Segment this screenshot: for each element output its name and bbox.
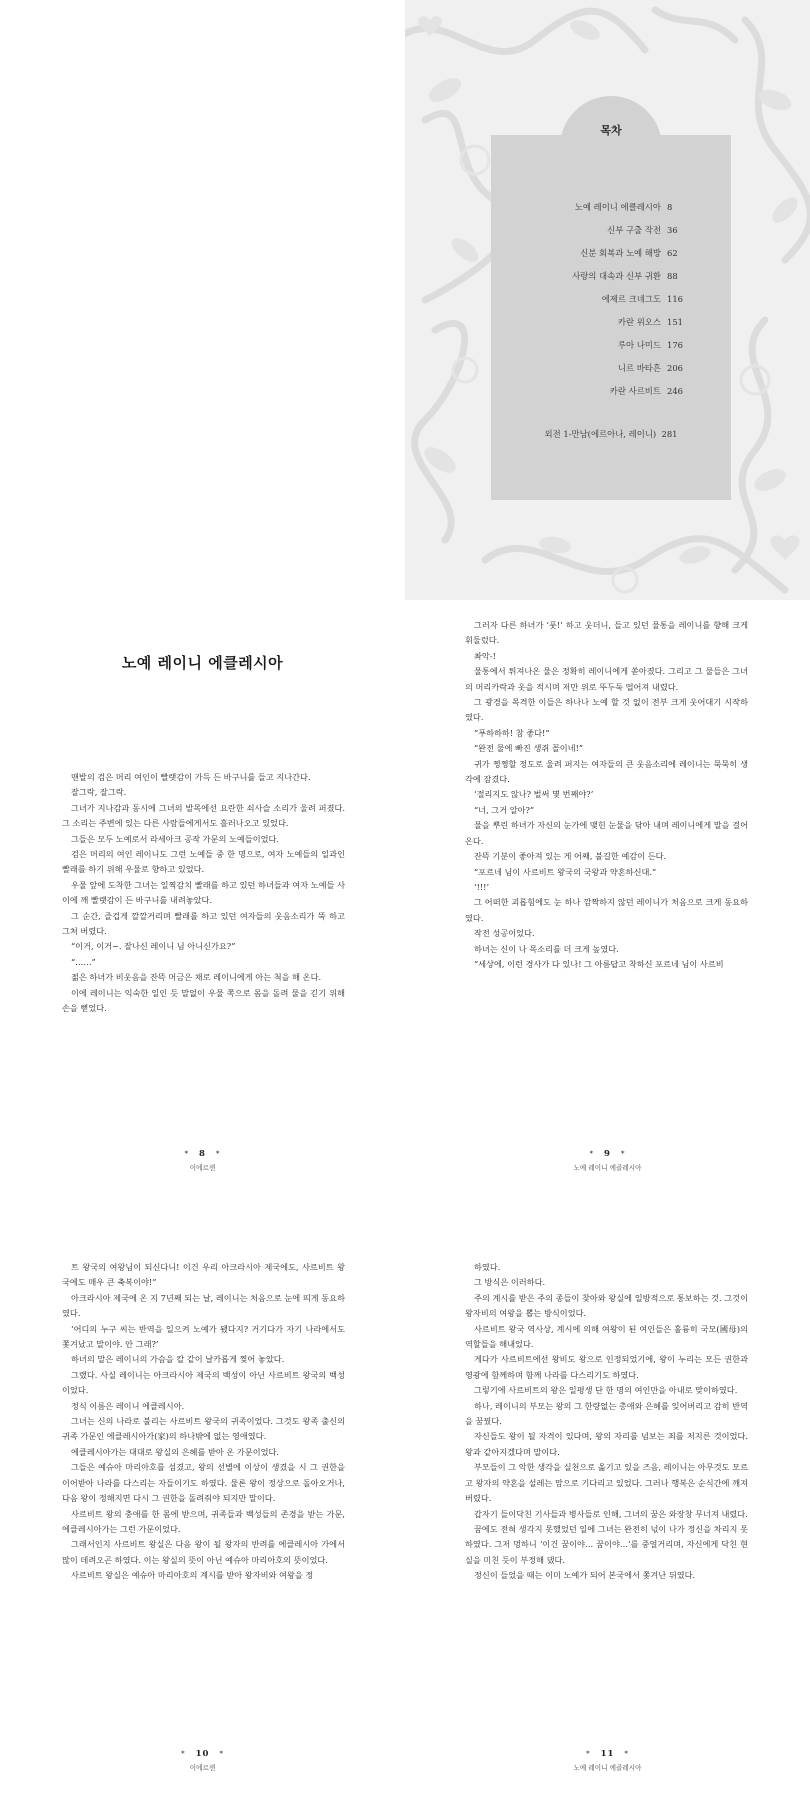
paragraph: 그러자 다른 하녀가 ‘풋!’ 하고 웃더니, 들고 있던 물통을 레이니를 향해 크게 휘둘렀다. — [465, 620, 748, 646]
paragraph: 하나, 레이니의 부모는 왕의 그 한량없는 총애와 은혜를 잊어버리고 감히 반역을 꿈꿨다. — [465, 1400, 748, 1427]
paragraph: 이에 레이니는 익숙한 일인 듯 말없이 우물 쪽으로 몸을 돌려 물을 긷기 위해 손을 뻗었다. — [62, 987, 345, 1014]
paragraph: 그녀는 신의 나라로 불리는 사르비트 왕국의 귀족이었다. 그것도 왕족 출신의 귀족 가문인 에클레시아가(家)의 하나밖에 없는 영애였다. — [62, 1416, 345, 1442]
page-body — [62, 1260, 345, 1584]
paragraph: 잘그락, 잘그락. — [71, 787, 127, 798]
paragraph: 작전 성공이었다. — [474, 928, 535, 939]
paragraph: ‘어디의 누구 씨는 반역을 일으켜 노예가 됐다지? 거기다가 자기 나라에서도 쫓겨났고 말이야. 안 그래?’ — [62, 1323, 345, 1350]
paragraph: 물을 뿌린 하녀가 자신의 눈가에 맺힌 눈물을 닦아 내며 레이니에게 말을 걸어온다. — [465, 820, 748, 846]
book-page-10 — [0, 1200, 405, 1800]
paragraph: 자신들도 왕이 될 자격이 있다며, 왕의 자리를 넘보는 죄를 저지른 것이었다. 왕과 같아지겠다며 말이다. — [465, 1431, 748, 1457]
paragraph: 물통에서 튀져나온 물은 정확히 레이니에게 쏟아졌다. 그리고 그 물들은 그녀의 머리카락과 옷을 적시며 저만 위로 뚜두둑 떨어져 내렸다. — [465, 666, 748, 692]
running-title: 노예 레이니 에클레시아 — [573, 1164, 642, 1172]
toc-item[interactable]: 카란 사르비트 246 — [609, 386, 683, 396]
paragraph: 잔뜩 기분이 좋아져 있는 게 어째, 불길한 예감이 든다. — [474, 851, 667, 862]
page-body — [62, 770, 345, 1017]
paragraph: “……” — [71, 956, 96, 967]
paragraph: “포르네 님이 사르비트 왕국의 국왕과 약혼하신대.” — [474, 866, 657, 877]
paragraph: 촤악-! — [474, 650, 496, 661]
toc-extra-item[interactable]: 외전 1-만남(에르아나, 레이니) 281 — [544, 429, 678, 439]
paragraph: 그 방식은 이러하다. — [474, 1277, 546, 1288]
paragraph: 에클레시아가는 대대로 왕실의 은혜를 받아 온 가문이었다. — [71, 1446, 280, 1457]
paragraph: 게다가 사르비트에선 왕비도 왕으로 인정되었기에, 왕이 누리는 모든 권한과 영광에 함께하며 함께 나라를 다스리기도 하였다. — [465, 1354, 748, 1380]
toc-item[interactable]: 에제르 크네그도 116 — [601, 294, 683, 304]
toc-page — [405, 0, 810, 600]
paragraph: 그랬다. 사실 레이니는 아크라시아 제국의 백성이 아닌 사르비트 왕국의 백성이었다. — [62, 1369, 345, 1396]
paragraph: 사르비트 왕의 충애를 한 몸에 받으며, 귀족들과 백성들의 존경을 받는 가문, 에클레시아가는 그런 가문이었다. — [62, 1508, 345, 1534]
running-title: 노예 레이니 에클레시아 — [573, 1764, 642, 1772]
folio: * 8 * 이에르샌 — [0, 1149, 405, 1172]
paragraph: 그렇기에 사르비트의 왕은 일평생 단 한 명의 여인만을 아내로 맞이하였다. — [474, 1385, 738, 1396]
paragraph: 사르비트 왕국 역사상, 계시에 의해 여왕이 된 여인들은 훌륭히 국모(國母)의 역할들을 해내었다. — [465, 1323, 748, 1350]
toc-item[interactable]: 카란 위오스 151 — [617, 317, 683, 327]
paragraph: ‘!!!’ — [474, 881, 490, 892]
paragraph: “완전 물에 빠진 생쥐 꼴이네!” — [474, 743, 584, 754]
paragraph: 그 광경을 목격한 이들은 하나나 노예 할 것 없이 전부 크게 웃어대기 시작하였다. — [465, 697, 748, 723]
running-title: 이에르샌 — [189, 1164, 216, 1172]
paragraph: 트 왕국의 여왕님이 되신다니! 이건 우리 아크라시아 제국에도, 사르비트 왕국에도 매우 큰 축복이야!” — [62, 1262, 345, 1288]
page-number: 10 — [195, 1749, 210, 1759]
toc-item[interactable]: 루아 나미드 176 — [617, 340, 683, 350]
folio: * 10 * 이에르샌 — [0, 1749, 405, 1772]
paragraph: 그녀가 지나감과 동시에 그녀의 발목에선 요란한 쇠사슬 소리가 울려 퍼졌다. 그 소리는 주변에 있는 다른 사람들에게서도 흘러나오고 있었다. — [62, 802, 345, 829]
paragraph: 그들은 모두 노예로서 라세아크 공작 가문의 노예들이었다. — [71, 833, 280, 844]
book-page-9 — [405, 600, 810, 1200]
paragraph: 부모들이 그 악한 생각을 실천으로 옮기고 있을 즈음, 레이니는 아무것도 모르고 왕자의 약혼을 설레는 맘으로 기다리고 있었다. 그러나 행복은 순식간에 깨져 버렸다. — [465, 1462, 748, 1504]
paragraph: 맨발의 검은 머리 여인이 빨랫감이 가득 든 바구니를 들고 지나간다. — [71, 772, 311, 782]
paragraph: “이거, 이거~. 잘나신 레이니 님 아니신가요?” — [71, 941, 236, 952]
paragraph: 정신이 들었을 때는 이미 노예가 되어 본국에서 쫓겨난 뒤였다. — [474, 1570, 696, 1581]
paragraph: 그 어떠한 괴롭힘에도 눈 하나 깜짝하지 않던 레이니가 처음으로 크게 동요하였다. — [465, 897, 748, 923]
toc-item[interactable]: 노예 레이니 에클레시아 8 — [574, 202, 673, 212]
paragraph: 그들은 예슈아 마리아호를 섬겼고, 왕의 선별에 이상이 생겼을 시 그 권한을 이어받아 나라를 다스리는 자들이기도 하였다. 물론 왕이 정상으로 돌아오거나, 다음 왕이 정해지면 다시 그 권한을 돌려줘야 되지만 말이다. — [62, 1462, 345, 1504]
paragraph: 그래서인지 사르비트 왕실은 다음 왕이 될 왕자의 반려를 에클레시아 가에서 많이 데려오곤 하였다. 이는 왕실의 뜻이 아닌 예슈아 마리아호의 뜻이었다. — [62, 1539, 345, 1565]
running-title: 이에르샌 — [189, 1764, 216, 1772]
paragraph: “푸하하하! 참 좋다!” — [474, 727, 550, 738]
toc-item[interactable]: 신부 구출 작전 36 — [607, 225, 678, 235]
paragraph: “너, 그거 알아?” — [474, 804, 535, 815]
paragraph: ‘절리지도 않나? 벌써 몇 번째야?’ — [474, 789, 594, 800]
folio: * 9 * 노예 레이니 에클레시아 — [405, 1149, 810, 1172]
paragraph: 하녀의 말은 레이니의 가슴을 칼 같이 날카롭게 찢어 놓았다. — [71, 1354, 285, 1365]
paragraph: 주의 계시를 받은 주의 종들이 찾아와 왕실에 일방적으로 통보하는 것. 그것이 왕자비의 여왕을 뽑는 방식이었다. — [465, 1292, 748, 1319]
paragraph: 하였다. — [474, 1262, 501, 1272]
paragraph: 갑자기 들이닥친 기사들과 병사들로 인해, 그녀의 꿈은 와장창 무너져 내렸다. — [474, 1508, 748, 1519]
book-page-8 — [0, 600, 405, 1200]
page-number: 8 — [199, 1149, 206, 1159]
paragraph: 정식 이름은 레이니 에클레시아. — [71, 1400, 185, 1411]
toc-list — [491, 196, 731, 403]
paragraph: 꿈에도 전혀 생각지 못했었던 일에 그녀는 완전히 넋이 나가 정신을 차리지 못하였다. 그저 멍하니 ‘이건 꿈이야… 꿈이야…’를 중얼거리며, 자신에게 닥친 현실을 미친 듯이 부정해 댔다. — [465, 1523, 748, 1565]
paragraph: 검은 머리의 여인 레이니도 그런 노예들 중 한 명으로, 여자 노예들의 일과인 빨래를 하기 위해 우물로 향하고 있었다. — [62, 849, 345, 875]
toc-spread — [0, 0, 810, 600]
page-number: 11 — [600, 1749, 615, 1759]
toc-item[interactable]: 신분 회복과 노예 해방 62 — [580, 248, 678, 258]
paragraph: 하녀는 신이 나 목소리를 더 크게 높였다. — [474, 943, 619, 954]
page-body — [465, 1260, 748, 1584]
toc-title: 목차 — [600, 124, 622, 137]
paragraph: “세상에, 이런 경사가 다 있나! 그 아름답고 착하신 포르네 님이 사르비 — [474, 958, 724, 969]
folio: * 11 * 노예 레이니 에클레시아 — [405, 1749, 810, 1772]
toc-item[interactable]: 니르 바타흔 206 — [617, 363, 683, 373]
paragraph: 아크라시아 제국에 온 지 7년째 되는 날, 레이니는 처음으로 눈에 띄게 동요하였다. — [62, 1292, 345, 1319]
text-spread-1 — [0, 600, 810, 1200]
paragraph: 우물 앞에 도착한 그녀는 일찍감치 빨래를 하고 있던 하녀들과 여자 노예들 사이에 깨 빨랫감이 든 바구니를 내려놓았다. — [62, 879, 345, 906]
page-body — [465, 618, 748, 972]
chapter-title: 노예 레이니 에클레시아 — [121, 654, 284, 672]
toc-item[interactable]: 사랑의 대속과 신부 귀환 88 — [572, 271, 678, 281]
page-number: 9 — [604, 1149, 611, 1159]
paragraph: 귀가 쩡쩡할 정도로 울려 퍼지는 여자들의 큰 웃음소리에 레이니는 묵묵히 생각에 잠겼다. — [465, 758, 748, 785]
blank-page — [0, 0, 405, 600]
paragraph: 그 순간, 즐겁게 깔깔거리며 빨래를 하고 있던 여자들의 웃음소리가 뚝 하고 그쳐 버렸다. — [62, 910, 345, 937]
paragraph: 젊은 하녀가 비웃음을 잔뜩 머금은 채로 레이니에게 아는 척을 해 온다. — [71, 972, 322, 983]
text-spread-2 — [0, 1200, 810, 1800]
book-page-11 — [405, 1200, 810, 1800]
paragraph: 사르비트 왕실은 예슈아 마리아호의 계시를 받아 왕자비와 여왕을 정 — [71, 1570, 314, 1581]
